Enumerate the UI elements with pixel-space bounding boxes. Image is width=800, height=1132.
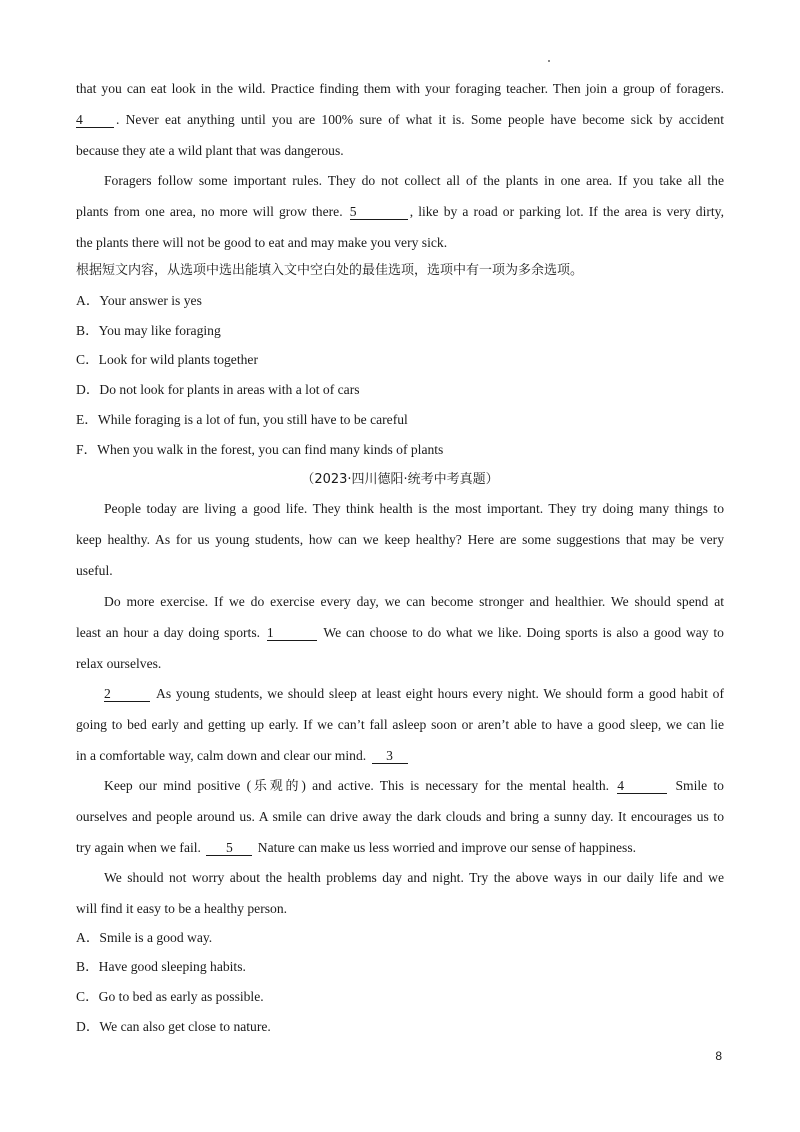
- passage2-paragraph1: [76, 500, 724, 593]
- passage2-paragraph2: [76, 593, 724, 686]
- option-d[interactable]: D．We can also get close to nature.: [76, 1019, 271, 1034]
- passage-line: [76, 747, 724, 778]
- passage2-paragraph5: [76, 869, 724, 931]
- passage-text: least an hour a day doing sports.: [76, 625, 261, 640]
- passage-line: [76, 839, 724, 870]
- passage-text: plants from one area, no more will grow there.: [76, 204, 343, 219]
- passage-line: ourselves and people around us. A smile can drive away the dark clouds and bring a sunny day. It encourages us to: [76, 809, 724, 824]
- option-a[interactable]: A．Smile is a good way.: [76, 930, 213, 945]
- passage-text: try again when we fail.: [76, 840, 201, 855]
- option-e[interactable]: E．While foraging is a lot of fun, you still have to be careful: [76, 412, 408, 427]
- passage-line: because they ate a wild plant that was dangerous.: [76, 143, 344, 158]
- passage-line: [76, 624, 724, 655]
- passage-text: Nature can make us less worried and improve our sense of happiness.: [257, 840, 637, 855]
- passage2-paragraph4: [76, 777, 724, 870]
- passage1-paragraph1: [76, 80, 724, 173]
- passage-text: We can choose to do what we like. Doing sports is also a good way to: [323, 625, 724, 640]
- passage-line: [76, 685, 724, 716]
- blank-4[interactable]: 4: [76, 112, 114, 128]
- blank-3[interactable]: 3: [372, 748, 408, 764]
- blank-2[interactable]: 2: [104, 686, 150, 702]
- blank-5[interactable]: 5: [206, 840, 252, 856]
- source-citation: （2023·四川德阳·统考中考真题）: [301, 472, 499, 487]
- option-d[interactable]: D．Do not look for plants in areas with a lot of cars: [76, 382, 360, 397]
- passage-line: [76, 777, 724, 808]
- passage-line: [76, 203, 724, 234]
- passage-line: going to bed early and getting up early. If we can’t fall asleep soon or aren’t able to have a good sleep, we can lie: [76, 717, 724, 732]
- passage-line: will find it easy to be a healthy person.: [76, 901, 288, 916]
- passage-line: Do more exercise. If we do exercise every day, we can become stronger and healthier. We should spend at: [104, 594, 724, 609]
- passage-line: that you can eat look in the wild. Practice finding them with your foraging teacher. Then join a group of foragers.: [76, 81, 724, 96]
- passage-text: . Never eat anything until you are 100% sure of what it is. Some people have become sick by accident: [116, 112, 724, 127]
- instruction-text: 根据短文内容，从选项中选出能填入文中空白处的最佳选项，选项中有一项为多余选项。: [76, 263, 584, 278]
- scan-dot: [548, 60, 550, 62]
- passage-text: , like by a road or parking lot. If the area is very dirty,: [409, 204, 724, 219]
- passage-line: the plants there will not be good to eat and may make you very sick.: [76, 235, 448, 250]
- passage2-paragraph3: [76, 685, 724, 778]
- blank-4[interactable]: 4: [617, 778, 667, 794]
- option-f[interactable]: F．When you walk in the forest, you can find many kinds of plants: [76, 442, 444, 457]
- page-number: 8: [715, 1049, 722, 1063]
- passage-line: useful.: [76, 563, 113, 578]
- option-b[interactable]: B．Have good sleeping habits.: [76, 959, 246, 974]
- passage-line: People today are living a good life. They think health is the most important. They try doing many things to: [104, 501, 724, 516]
- passage-line: keep healthy. As for us young students, how can we keep healthy? Here are some suggestions that may be very: [76, 532, 724, 547]
- option-c[interactable]: C．Go to bed as early as possible.: [76, 989, 264, 1004]
- passage1-paragraph2: [76, 172, 724, 265]
- option-a[interactable]: A．Your answer is yes: [76, 293, 202, 308]
- passage-text: As young students, we should sleep at least eight hours every night. We should form a good habit of: [156, 686, 724, 701]
- passage-text: Smile to: [675, 778, 724, 793]
- passage-text: ) and active. This is necessary for the mental health.: [301, 778, 610, 793]
- passage-line: [76, 111, 724, 142]
- blank-5[interactable]: 5: [350, 204, 408, 220]
- passage-line: relax ourselves.: [76, 656, 162, 671]
- passage-text: Keep our mind positive (: [104, 778, 252, 793]
- passage-line: We should not worry about the health problems day and night. Try the above ways in our daily life and we: [104, 870, 724, 885]
- passage-line: Foragers follow some important rules. They do not collect all of the plants in one area. If you take all the: [104, 173, 724, 188]
- passage-text: in a comfortable way, calm down and clear our mind.: [76, 748, 367, 763]
- blank-1[interactable]: 1: [267, 625, 317, 641]
- option-c[interactable]: C．Look for wild plants together: [76, 352, 258, 367]
- chinese-gloss: 乐观的: [251, 779, 302, 794]
- option-b[interactable]: B．You may like foraging: [76, 323, 221, 338]
